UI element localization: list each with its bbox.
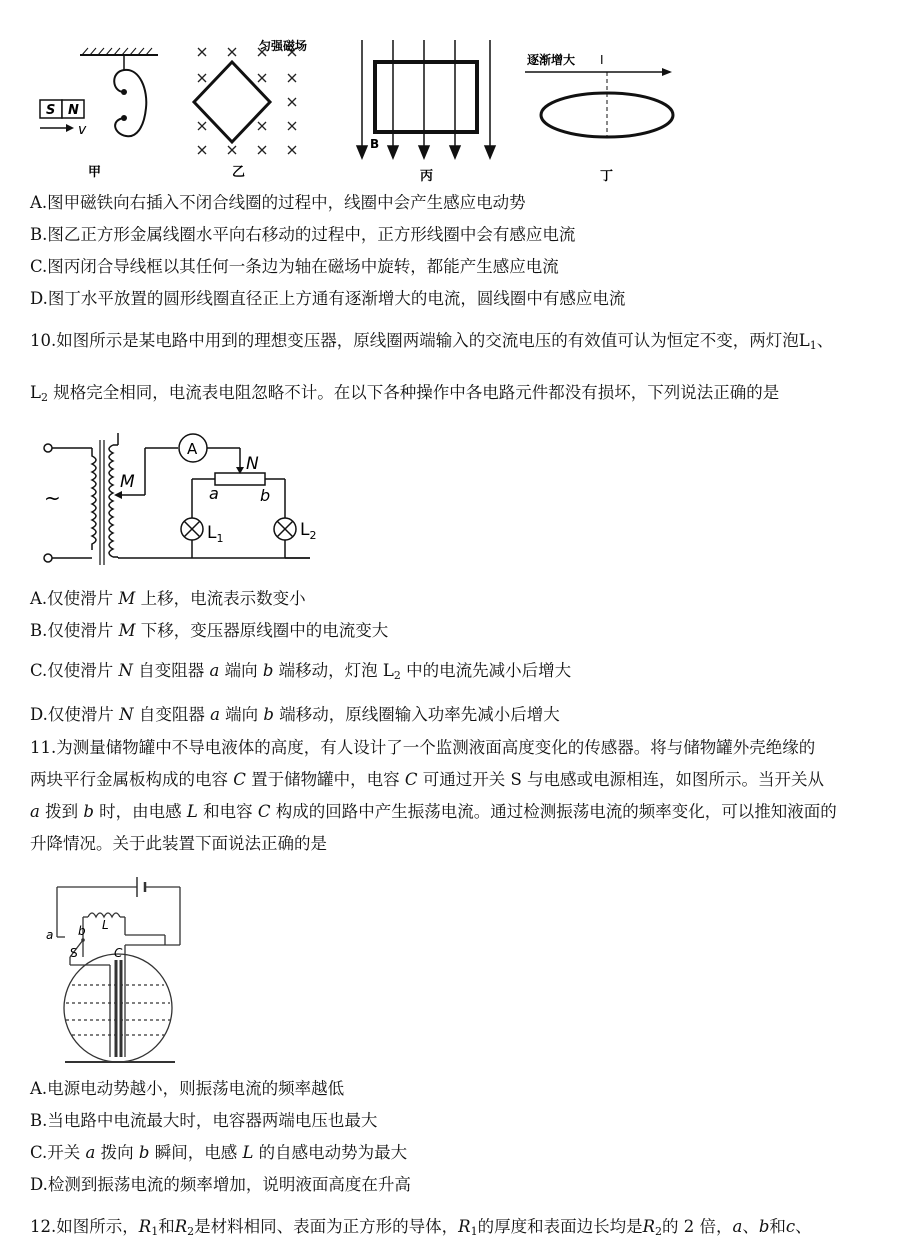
q9-option-b: B.图乙正方形金属线圈水平向右移动的过程中，正方形线圈中会有感应电流: [30, 225, 576, 244]
ding-increase-label: 逐渐增大: [527, 53, 576, 67]
q11-stem-line1: 11.为测量储物罐中不导电液体的高度，有人设计了一个监测液面高度变化的传感器。将与储物罐外壳绝缘的: [30, 738, 816, 757]
slider-m-label: M: [120, 472, 135, 492]
figure-jia: [40, 48, 158, 180]
switch-b-label: b: [78, 924, 86, 938]
switch-s-label: S: [70, 946, 78, 960]
q11-lc-tank-circuit: [0, 865, 220, 1070]
inductor-l-label: L: [102, 918, 109, 932]
figure-ding: [525, 68, 673, 137]
lamp-l2-label: $L_2$: [300, 520, 317, 542]
bing-b-label: B: [370, 137, 380, 151]
fig-label-bing: 丙: [420, 169, 434, 184]
velocity-label: v: [78, 122, 87, 138]
q10-option-b: B.仅使滑片 M 下移，变压器原线圈中的电流变大: [30, 621, 389, 640]
q11-stem-line4: 升降情况。关于此装置下面说法正确的是: [30, 834, 327, 853]
magnet-s-label: S: [46, 103, 56, 118]
fig-label-yi: 乙: [232, 165, 246, 180]
q11-option-c: C.开关 a 拨向 b 瞬间，电感 L 的自感电动势为最大: [30, 1143, 408, 1162]
q11-option-a: A.电源电动势越小，则振荡电流的频率越低: [30, 1079, 345, 1098]
figure-yi: [194, 48, 296, 154]
q10-option-c: C.仅使滑片 N 自变阻器 a 端向 b 端移动，灯泡 $L_2$ 中的电流先减小后增大: [30, 661, 572, 682]
q10-transformer-circuit: [0, 425, 320, 575]
q9-option-c: C.图丙闭合导线框以其任何一条边为轴在磁场中旋转，都能产生感应电流: [30, 257, 559, 276]
q11-stem-line3: a 拨到 b 时，由电感 L 和电容 C 构成的回路中产生振荡电流。通过检测振荡电流的频率变化，可以推知液面的: [30, 802, 837, 821]
slider-n-label: N: [246, 454, 259, 474]
magnet-n-label: N: [68, 103, 79, 118]
q10-option-d: D.仅使滑片 N 自变阻器 a 端向 b 端移动，原线圈输入功率先减小后增大: [30, 705, 560, 724]
ammeter-label: A: [187, 440, 198, 458]
capacitor-c-label: C: [114, 946, 123, 960]
q9-figures: [0, 0, 900, 190]
q11-option-b: B.当电路中电流最大时，电容器两端电压也最大: [30, 1111, 378, 1130]
rheostat-b-label: b: [260, 486, 271, 505]
fig-label-ding: 丁: [600, 169, 614, 184]
q10-stem-line2: $L_2$ 规格完全相同，电流表电阻忽略不计。在以下各种操作中各电路元件都没有损坏，下列说法正确的是: [30, 383, 780, 404]
rheostat-a-label: a: [209, 484, 219, 503]
ding-current-label: I: [600, 53, 604, 67]
fig-label-jia: 甲: [88, 165, 102, 180]
switch-a-label: a: [46, 928, 54, 942]
q11-stem-line2: 两块平行金属板构成的电容 C 置于储物罐中，电容 C 可通过开关 S 与电感或电源相连，如图所示。当开关从: [30, 770, 825, 789]
q9-option-a: A.图甲磁铁向右插入不闭合线圈的过程中，线圈中会产生感应电动势: [30, 193, 526, 212]
q9-option-d: D.图丁水平放置的圆形线圈直径正上方通有逐渐增大的电流，圆线圈中有感应电流: [30, 289, 626, 308]
ac-source-symbol: ~: [44, 486, 61, 510]
q11-option-d: D.检测到振荡电流的频率增加，说明液面高度在升高: [30, 1175, 411, 1194]
q10-stem-line1: 10.如图所示是某电路中用到的理想变压器，原线圈两端输入的交流电压的有效值可认为恒定不变，两灯泡$L_1$、: [30, 331, 834, 352]
lamp-l1-label: $L_1$: [207, 523, 224, 545]
q10-option-a: A.仅使滑片 M 上移，电流表示数变小: [30, 589, 306, 608]
yi-field-label: 匀强磁场: [259, 39, 308, 53]
q12-stem-line1: 12.如图所示，$R_1$和$R_2$是材料相同、表面为正方形的导体，$R_1$的厚度和表面边长均是$R_2$的 2 倍，a、b和c、: [30, 1217, 812, 1238]
